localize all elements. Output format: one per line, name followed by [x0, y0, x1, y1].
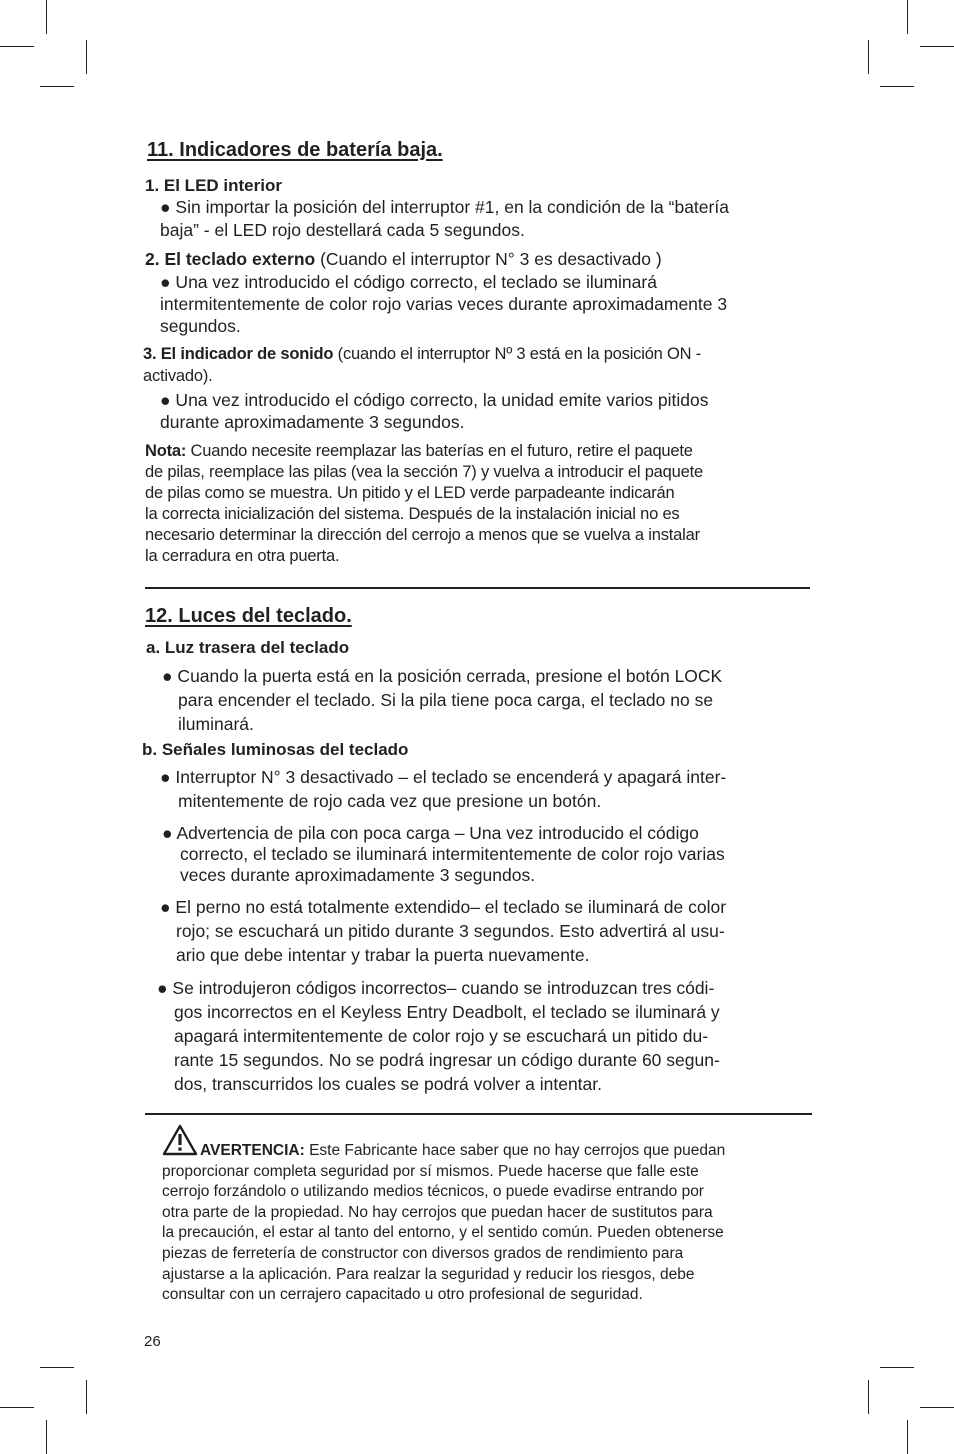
- bullet-b4: gos incorrectos en el Keyless Entry Deadbolt, el teclado se iluminará y: [174, 1002, 720, 1022]
- subsection-a-text: ● Cuando la puerta está en la posición cerrada, presione el botón LOCK: [162, 666, 723, 686]
- bullet-b1: ● Interruptor N° 3 desactivado – el teclado se encenderá y apagará inter-: [160, 767, 727, 787]
- bullet-b3: ● El perno no está totalmente extendido– el teclado se iluminará de color: [160, 897, 727, 917]
- warning-text: la precaución, el estar al tanto del entorno, y el sentido común. Pueden obtenerse: [162, 1224, 724, 1242]
- item-3-suffix-cont: activado).: [143, 367, 213, 385]
- bullet-b4: apagará intermitentemente de color rojo y se escuchará un pitido du-: [174, 1026, 709, 1046]
- warning-label: AVERTENCIA:: [200, 1142, 305, 1159]
- subsection-a-text: iluminará.: [178, 714, 254, 734]
- warning-text: Este Fabricante hace saber que no hay cerrojos que puedan: [304, 1142, 726, 1159]
- warning-text: cerrojo forzándolo o utilizando medios técnicos, o puede evadirse entrando por: [162, 1183, 704, 1201]
- bullet-b3: ario que debe intentar y trabar la puerta nuevamente.: [176, 945, 590, 965]
- note-text: de pilas como se muestra. Un pitido y el LED verde parpadeante indicarán: [145, 484, 675, 502]
- subsection-a-title: a. Luz trasera del teclado: [146, 638, 350, 657]
- crop-mark: [86, 1380, 87, 1414]
- crop-mark: [40, 1367, 74, 1368]
- item-2-text: segundos.: [160, 316, 241, 336]
- note-line: [145, 441, 693, 462]
- bullet-b2: correcto, el teclado se iluminará intermitentemente de color rojo varias: [180, 844, 725, 864]
- warning-text: consultar con un cerrajero capacitado u otro profesional de seguridad.: [162, 1286, 643, 1304]
- item-3-title-line: [143, 344, 701, 365]
- crop-mark: [46, 0, 47, 34]
- warning-text: proporcionar completa seguridad por sí mismos. Puede hacerse que falle este: [162, 1162, 699, 1180]
- warning-text: otra parte de la propiedad. No hay cerrojos que puedan hacer de sustitutos para: [162, 1203, 713, 1221]
- item-3-suffix: (cuando el interruptor Nº 3 está en la posición ON -: [333, 345, 702, 363]
- warning-box: [162, 1124, 802, 1306]
- crop-mark: [868, 40, 869, 74]
- crop-mark: [868, 1380, 869, 1414]
- bullet-b2: veces durante aproximadamente 3 segundos.: [180, 865, 536, 885]
- item-3-title: 3. El indicador de sonido: [143, 345, 334, 363]
- bullet-b3: rojo; se escuchará un pitido durante 3 segundos. Esto advertirá al usu-: [176, 921, 725, 941]
- crop-mark: [0, 46, 34, 47]
- note-text: la cerradura en otra puerta.: [145, 547, 340, 565]
- subsection-a-text: para encender el teclado. Si la pila tiene poca carga, el teclado no se: [178, 690, 714, 710]
- bullet-b4: dos, transcurridos los cuales se podrá volver a intentar.: [174, 1074, 602, 1094]
- section-11-heading: 11. Indicadores de batería baja.: [147, 139, 443, 161]
- subsection-b-title: b. Señales luminosas del teclado: [142, 740, 409, 759]
- crop-mark: [880, 86, 914, 87]
- section-12-heading: 12. Luces del teclado.: [145, 605, 352, 627]
- crop-mark: [907, 0, 908, 34]
- crop-mark: [907, 1420, 908, 1454]
- crop-mark: [46, 1420, 47, 1454]
- crop-mark: [40, 86, 74, 87]
- item-1-title: 1. El LED interior: [145, 176, 282, 195]
- crop-mark: [0, 1407, 34, 1408]
- section-divider: [145, 1113, 812, 1115]
- page-number: 26: [144, 1333, 161, 1350]
- item-2-text: ● Una vez introducido el código correcto, el teclado se iluminará: [160, 272, 657, 292]
- crop-mark: [920, 46, 954, 47]
- warning-line: [162, 1124, 802, 1162]
- section-divider: [145, 587, 810, 589]
- bullet-b1: mitentemente de rojo cada vez que presione un botón.: [178, 791, 602, 811]
- note-text: la correcta inicialización del sistema. Después de la instalación inicial no es: [145, 505, 680, 523]
- note-text: Cuando necesite reemplazar las baterías en el futuro, retire el paquete: [186, 442, 693, 460]
- crop-mark: [920, 1407, 954, 1408]
- warning-text: piezas de ferretería de constructor con diversos grados de rendimiento para: [162, 1244, 684, 1262]
- item-2-text: intermitentemente de color rojo varias veces durante aproximadamente 3: [160, 294, 728, 314]
- note-text: de pilas, reemplace las pilas (vea la sección 7) y vuelva a introducir el paquete: [145, 463, 703, 481]
- crop-mark: [880, 1367, 914, 1368]
- bullet-b4: ● Se introdujeron códigos incorrectos– cuando se introduzcan tres códi-: [157, 978, 715, 998]
- item-2-title: 2. El teclado externo: [145, 249, 316, 269]
- item-2-title-line: [145, 248, 662, 271]
- item-1-text: ● Sin importar la posición del interruptor #1, en la condición de la “batería: [160, 197, 729, 217]
- bullet-b2: ● Advertencia de pila con poca carga – Una vez introducido el código: [162, 823, 699, 843]
- item-2-suffix: (Cuando el interruptor N° 3 es desactivado ): [315, 249, 662, 269]
- warning-text: ajustarse a la aplicación. Para realzar la seguridad y reducir los riesgos, debe: [162, 1265, 695, 1283]
- item-1-text: baja” - el LED rojo destellará cada 5 segundos.: [160, 220, 525, 240]
- item-3-text: ● Una vez introducido el código correcto, la unidad emite varios pitidos: [160, 390, 709, 410]
- item-3-text: durante aproximadamente 3 segundos.: [160, 412, 465, 432]
- bullet-b4: rante 15 segundos. No se podrá ingresar un código durante 60 segun-: [174, 1050, 720, 1070]
- note-text: necesario determinar la dirección del cerrojo a menos que se vuelva a instalar: [145, 526, 700, 544]
- crop-mark: [86, 40, 87, 74]
- note-label: Nota:: [145, 442, 187, 460]
